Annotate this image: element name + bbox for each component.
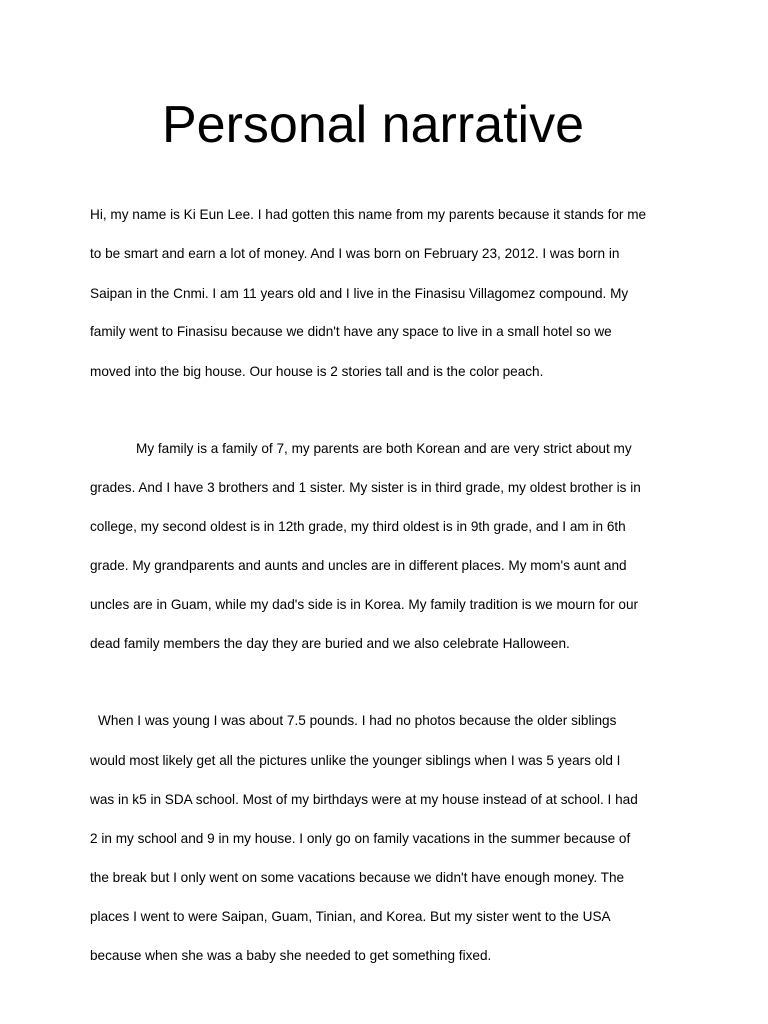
paragraph-line: places I went to were Saipan, Guam, Tinian, and Korea. But my sister went to the USA <box>90 909 611 924</box>
paragraph-line: family went to Finasisu because we didn't have any space to live in a small hotel so we <box>90 324 612 339</box>
paragraph-line: uncles are in Guam, while my dad's side is in Korea. My family tradition is we mourn for our <box>90 597 639 612</box>
paragraph-line: Hi, my name is Ki Eun Lee. I had gotten this name from my parents because it stands for me <box>90 207 647 222</box>
paragraph-line: was in k5 in SDA school. Most of my birthdays were at my house instead of at school. I had <box>90 792 638 807</box>
paragraph-line: grade. My grandparents and aunts and uncles are in different places. My mom's aunt and <box>90 558 627 573</box>
paragraph-line: moved into the big house. Our house is 2 stories tall and is the color peach. <box>90 364 544 379</box>
paragraph-line: Saipan in the Cnmi. I am 11 years old and I live in the Finasisu Villagomez compound. My <box>90 286 629 301</box>
paragraph-line: would most likely get all the pictures unlike the younger siblings when I was 5 years old I <box>90 753 621 768</box>
paragraph-line: 2 in my school and 9 in my house. I only go on family vacations in the summer because of <box>90 831 631 846</box>
paragraph-line: college, my second oldest is in 12th grade, my third oldest is in 9th grade, and I am in 6th <box>90 519 626 534</box>
paragraph-line: grades. And I have 3 brothers and 1 sister. My sister is in third grade, my oldest brother is in <box>90 480 641 495</box>
paragraph-line: dead family members the day they are buried and we also celebrate Halloween. <box>90 636 570 651</box>
paragraph-line: the break but I only went on some vacations because we didn't have enough money. The <box>90 870 625 885</box>
paragraph-line: When I was young I was about 7.5 pounds. I had no photos because the older siblings <box>98 713 617 728</box>
paragraph-line: because when she was a baby she needed to get something fixed. <box>90 948 492 963</box>
paragraph-line: to be smart and earn a lot of money. And I was born on February 23, 2012. I was born in <box>90 246 620 261</box>
paragraph-line: My family is a family of 7, my parents are both Korean and are very strict about my <box>136 441 632 456</box>
page-title: Personal narrative <box>162 96 584 154</box>
